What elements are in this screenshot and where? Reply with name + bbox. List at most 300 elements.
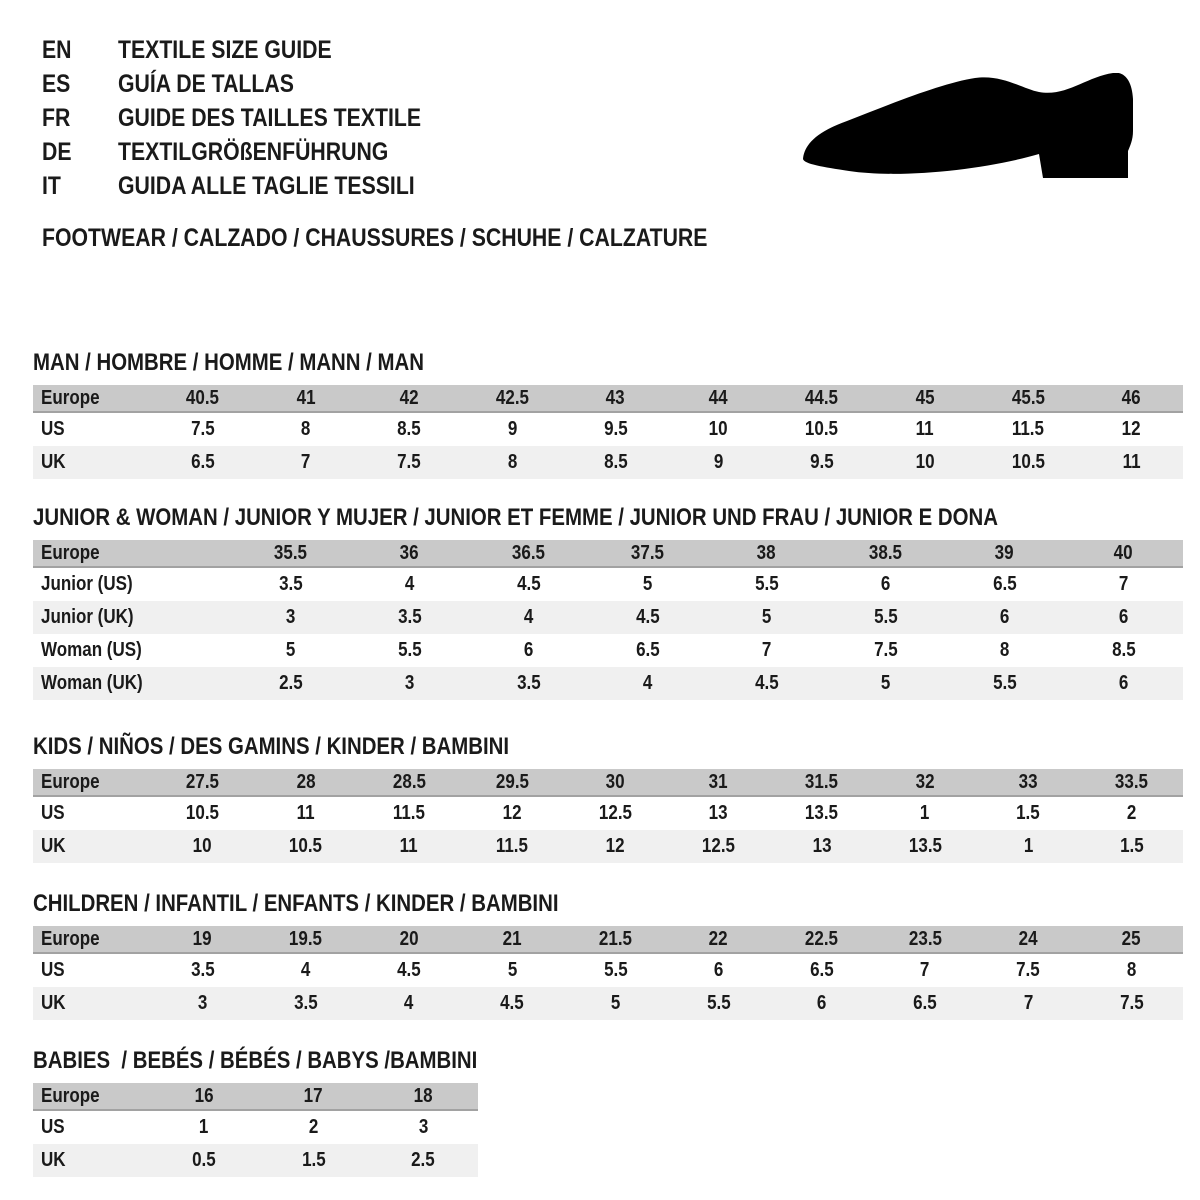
language-code-text: EN [42,36,72,64]
header-value-cell-text: 31.5 [805,770,839,793]
value-cell [1080,992,1183,1015]
language-code-text: FR [42,104,71,132]
size-table-section [33,506,1183,700]
value-cell-text: 7.5 [1016,959,1041,981]
size-table-section [33,351,1183,479]
header-label-cell [33,928,151,951]
row-label-cell-text: Woman (US) [41,639,142,661]
value-cell [231,573,350,596]
value-cell [770,959,873,982]
value-cell-text: 5.5 [754,573,779,595]
row-label-cell [33,959,151,982]
header-label-cell-text: Europe [41,1084,100,1107]
table-row [33,1144,478,1177]
value-cell-text: 13.5 [908,835,942,857]
value-cell-text: 6 [1118,672,1129,694]
table-row [33,634,1183,667]
value-cell-text: 4.5 [635,606,660,628]
header-value-cell-text: 29.5 [495,770,529,793]
header-label-cell-text: Europe [41,927,100,950]
value-cell [151,451,254,474]
value-cell-text: 5.5 [706,992,731,1014]
value-cell [231,639,350,662]
header-value-cell [770,928,873,951]
value-cell [357,959,460,982]
size-table [33,385,1183,479]
header-value-cell-text: 22.5 [805,927,839,950]
header-value-cell [149,1085,259,1108]
value-cell [977,418,1080,441]
value-cell [873,451,976,474]
value-cell-text: 5 [610,992,621,1014]
header-value-cell [254,387,357,410]
value-cell-text: 3 [404,672,415,694]
value-cell [151,992,254,1015]
header-value-cell-text: 33 [1018,770,1038,793]
value-cell-text: 6 [999,606,1010,628]
value-cell-text: 2 [1126,802,1137,824]
value-cell [469,672,588,695]
header-value-cell [667,928,770,951]
value-cell [588,606,707,629]
value-cell-text: 5 [761,606,772,628]
value-cell-text: 11 [296,802,315,824]
header-label-cell-text: Europe [41,386,100,409]
header-value-cell-text: 31 [709,770,729,793]
value-cell-text: 9 [713,451,724,473]
value-cell [667,992,770,1015]
section-title [33,892,1183,916]
header-value-cell [461,387,564,410]
value-cell-text: 11.5 [392,802,426,824]
value-cell-text: 4.5 [754,672,779,694]
value-cell [977,959,1080,982]
value-cell [826,672,945,695]
value-cell-text: 6 [817,992,827,1014]
value-cell [945,639,1064,662]
section-title [33,735,1183,759]
header-value-cell-text: 17 [304,1084,323,1107]
size-table-section [33,735,1183,863]
header-value-cell-text: 46 [1121,386,1141,409]
value-cell-text: 6 [713,959,724,981]
value-cell [461,992,564,1015]
value-cell [667,451,770,474]
value-cell [770,418,873,441]
row-label-cell [33,992,151,1015]
table-row [33,797,1183,830]
header-value-cell [461,771,564,794]
value-cell-text: 12.5 [702,835,736,857]
header-label-cell [33,771,151,794]
value-cell-text: 4 [301,959,311,981]
header-value-cell [873,387,976,410]
header-value-cell [231,542,350,565]
row-label-cell-text: Junior (UK) [41,606,134,628]
language-label-text: GUIDA ALLE TAGLIE TESSILI [118,172,415,200]
value-cell [461,802,564,825]
value-cell [1080,802,1183,825]
header-value-cell [564,928,667,951]
row-label-cell-text: UK [41,992,66,1014]
header-value-cell [564,387,667,410]
value-cell [564,959,667,982]
language-code-text: DE [42,138,72,166]
value-cell-text: 6.5 [635,639,660,661]
row-label-cell-text: UK [41,451,66,473]
value-cell-text: 4.5 [500,992,525,1014]
header-value-cell-text: 44 [709,386,729,409]
header-value-cell [357,928,460,951]
row-label-cell [33,1149,149,1172]
row-label-cell-text: Junior (US) [41,573,133,595]
value-cell-text: 4.5 [516,573,541,595]
value-cell-text: 12.5 [598,802,632,824]
value-cell [1080,418,1183,441]
header-value-cell [977,771,1080,794]
size-table [33,540,1183,700]
value-cell [259,1116,369,1139]
header-value-cell-text: 21.5 [598,927,632,950]
language-label-text: TEXTILE SIZE GUIDE [118,36,332,64]
value-cell [461,835,564,858]
value-cell [707,672,826,695]
header-value-cell-text: 38 [757,541,776,564]
value-cell [564,992,667,1015]
language-label-text: GUÍA DE TALLAS [118,70,294,98]
size-table [33,926,1183,1020]
header-value-cell [469,542,588,565]
value-cell-text: 6.5 [809,959,834,981]
value-cell-text: 5.5 [873,606,898,628]
value-cell [461,959,564,982]
table-header-row [33,1083,478,1111]
value-cell-text: 3 [197,992,208,1014]
row-label-cell [33,573,231,596]
header-value-cell-text: 40 [1114,541,1133,564]
value-cell-text: 13 [709,802,729,824]
header-value-cell-text: 23.5 [908,927,942,950]
value-cell-text: 8 [1126,959,1137,981]
section-title-text: CHILDREN / INFANTIL / ENFANTS / KINDER / BAMBINI [33,890,559,917]
section-title-text: MAN / HOMBRE / HOMME / MANN / MAN [33,349,424,376]
value-cell [469,573,588,596]
value-cell-text: 6.5 [992,573,1017,595]
row-label-cell [33,451,151,474]
value-cell [977,835,1080,858]
value-cell-text: 2.5 [411,1149,435,1171]
header-value-cell-text: 38.5 [868,541,903,564]
value-cell [977,992,1080,1015]
row-label-cell [33,639,231,662]
value-cell-text: 1 [1023,835,1033,857]
value-cell [667,835,770,858]
value-cell-text: 13 [812,835,832,857]
value-cell-text: 5 [285,639,296,661]
size-table-section [33,1049,478,1177]
value-cell-text: 6.5 [913,992,937,1014]
header-value-cell-text: 33.5 [1114,770,1148,793]
value-cell-text: 11 [916,418,935,440]
value-cell [350,639,469,662]
value-cell [254,992,357,1015]
header-value-cell-text: 36 [400,541,419,564]
value-cell-text: 8.5 [1111,639,1136,661]
value-cell [151,802,254,825]
value-cell-text: 5 [642,573,653,595]
value-cell [873,992,976,1015]
value-cell [254,451,357,474]
header-value-cell-text: 19.5 [289,927,323,950]
language-label-text: TEXTILGRÖßENFÜHRUNG [118,138,389,166]
value-cell [461,451,564,474]
value-cell [1080,451,1183,474]
value-cell-text: 11.5 [1012,418,1045,440]
value-cell [259,1149,369,1172]
value-cell-text: 5.5 [397,639,422,661]
header-value-cell-text: 32 [915,770,935,793]
row-label-cell [33,672,231,695]
value-cell-text: 9.5 [603,418,628,440]
header-value-cell [564,771,667,794]
header-value-cell [667,771,770,794]
value-cell [231,606,350,629]
header-value-cell-text: 24 [1018,927,1038,950]
value-cell [977,802,1080,825]
value-cell [770,835,873,858]
value-cell [873,835,976,858]
section-title-text: JUNIOR & WOMAN / JUNIOR Y MUJER / JUNIOR ET FEMME / JUNIOR UND FRAU / JUNIOR E DONA [33,504,998,531]
value-cell-text: 1 [920,802,930,824]
header-value-cell [770,387,873,410]
header-value-cell-text: 36.5 [511,541,546,564]
value-cell-text: 8 [999,639,1010,661]
section-title-text: KIDS / NIÑOS / DES GAMINS / KINDER / BAMBINI [33,733,510,760]
value-cell-text: 10.5 [186,802,220,824]
value-cell-text: 1.5 [301,1149,326,1171]
value-cell-text: 6 [1118,606,1129,628]
value-cell [873,418,976,441]
value-cell-text: 3.5 [516,672,541,694]
value-cell-text: 1.5 [1119,835,1144,857]
value-cell-text: 1 [199,1116,209,1138]
value-cell-text: 4 [404,573,415,595]
header-value-cell-text: 28.5 [392,770,426,793]
value-cell-text: 10 [709,418,729,440]
value-cell-text: 7 [301,451,311,473]
value-cell [826,606,945,629]
value-cell-text: 10 [193,835,213,857]
value-cell-text: 4.5 [397,959,421,981]
header-value-cell [667,387,770,410]
header-value-cell [1080,928,1183,951]
value-cell [350,573,469,596]
header-value-cell [826,542,945,565]
value-cell-text: 8.5 [603,451,628,473]
value-cell-text: 10.5 [1011,451,1045,473]
value-cell [770,451,873,474]
value-cell-text: 13.5 [805,802,839,824]
value-cell [368,1149,478,1172]
row-label-cell-text: US [41,418,65,440]
value-cell [151,418,254,441]
value-cell-text: 5 [880,672,891,694]
value-cell-text: 7 [761,639,772,661]
header-value-cell-text: 42 [399,386,419,409]
value-cell [469,606,588,629]
header-label-cell-text: Europe [41,541,100,564]
language-code-text: ES [42,70,71,98]
value-cell-text: 7.5 [397,451,421,473]
tables-area [33,0,1183,1200]
table-row [33,601,1183,634]
header-value-cell [357,387,460,410]
value-cell-text: 7.5 [1119,992,1144,1014]
value-cell-text: 9.5 [809,451,834,473]
header-value-cell-text: 42.5 [495,386,529,409]
value-cell-text: 1.5 [1016,802,1041,824]
value-cell-text: 11 [400,835,418,857]
value-cell-text: 4 [404,992,414,1014]
header-value-cell-text: 25 [1121,927,1141,950]
value-cell-text: 5.5 [992,672,1017,694]
header-value-cell-text: 37.5 [630,541,665,564]
table-row [33,446,1183,479]
header-value-cell [254,928,357,951]
table-row [33,413,1183,446]
value-cell [707,606,826,629]
header-value-cell [151,928,254,951]
value-cell [945,672,1064,695]
header-value-cell [977,928,1080,951]
value-cell-text: 3.5 [190,959,215,981]
size-table [33,1083,478,1177]
row-label-cell [33,835,151,858]
header-value-cell [350,542,469,565]
header-value-cell-text: 30 [605,770,625,793]
value-cell-text: 7 [1023,992,1033,1014]
value-cell [826,573,945,596]
table-row [33,568,1183,601]
value-cell-text: 12 [605,835,625,857]
header-value-cell [588,542,707,565]
header-value-cell [357,771,460,794]
value-cell [254,418,357,441]
value-cell [149,1116,259,1139]
table-row [33,1111,478,1144]
row-label-cell-text: Woman (UK) [41,672,143,694]
section-title [33,506,1183,530]
value-cell-text: 10.5 [805,418,839,440]
header-value-cell [254,771,357,794]
header-value-cell-text: 41 [296,386,316,409]
value-cell [368,1116,478,1139]
value-cell [564,802,667,825]
size-table-section [33,892,1183,1020]
value-cell [873,802,976,825]
value-cell-text: 10 [915,451,935,473]
value-cell-text: 7 [920,959,930,981]
value-cell-text: 11.5 [496,835,529,857]
header-value-cell [151,771,254,794]
header-value-cell [1080,387,1183,410]
row-label-cell [33,802,151,825]
header-value-cell [461,928,564,951]
header-label-cell [33,387,151,410]
row-label-cell-text: US [41,802,65,824]
value-cell-text: 7.5 [873,639,898,661]
header-value-cell-text: 20 [399,927,419,950]
value-cell-text: 6 [523,639,534,661]
value-cell-text: 7.5 [190,418,215,440]
value-cell [350,672,469,695]
value-cell [254,959,357,982]
table-header-row [33,769,1183,797]
header-value-cell [259,1085,369,1108]
value-cell [667,418,770,441]
value-cell-text: 10.5 [289,835,323,857]
row-label-cell [33,418,151,441]
value-cell-text: 2 [308,1116,319,1138]
value-cell-text: 8 [301,418,311,440]
header-value-cell [1080,771,1183,794]
value-cell [667,959,770,982]
value-cell-text: 3 [418,1116,428,1138]
value-cell-text: 9 [507,418,517,440]
value-cell [588,672,707,695]
header-value-cell [707,542,826,565]
footwear-heading-text: FOOTWEAR / CALZADO / CHAUSSURES / SCHUHE / CALZATURE [42,224,708,252]
header-label-cell [33,1085,149,1108]
header-value-cell [368,1085,478,1108]
value-cell [461,418,564,441]
value-cell [254,835,357,858]
section-title [33,351,1183,375]
header-value-cell-text: 43 [605,386,625,409]
value-cell-text: 11 [1122,451,1141,473]
table-row [33,987,1183,1020]
value-cell [357,835,460,858]
size-table [33,769,1183,863]
header-value-cell [977,387,1080,410]
value-cell [357,451,460,474]
header-value-cell [770,771,873,794]
value-cell-text: 7 [1118,573,1129,595]
section-title-text: BABIES / BEBÉS / BÉBÉS / BABYS /BAMBINI [33,1047,478,1074]
header-value-cell-text: 21 [502,927,522,950]
value-cell [667,802,770,825]
header-value-cell [873,771,976,794]
header-value-cell [945,542,1064,565]
header-value-cell-text: 22 [709,927,729,950]
value-cell [1080,835,1183,858]
value-cell [254,802,357,825]
value-cell [151,835,254,858]
value-cell [945,573,1064,596]
value-cell-text: 6.5 [190,451,215,473]
header-value-cell-text: 45.5 [1011,386,1045,409]
value-cell [151,959,254,982]
value-cell-text: 0.5 [192,1149,216,1171]
value-cell [564,835,667,858]
language-code-text: IT [42,172,61,200]
header-value-cell [1064,542,1183,565]
row-label-cell-text: US [41,1116,65,1138]
value-cell [1080,959,1183,982]
header-label-cell-text: Europe [41,770,100,793]
value-cell [945,606,1064,629]
header-value-cell-text: 27.5 [186,770,220,793]
